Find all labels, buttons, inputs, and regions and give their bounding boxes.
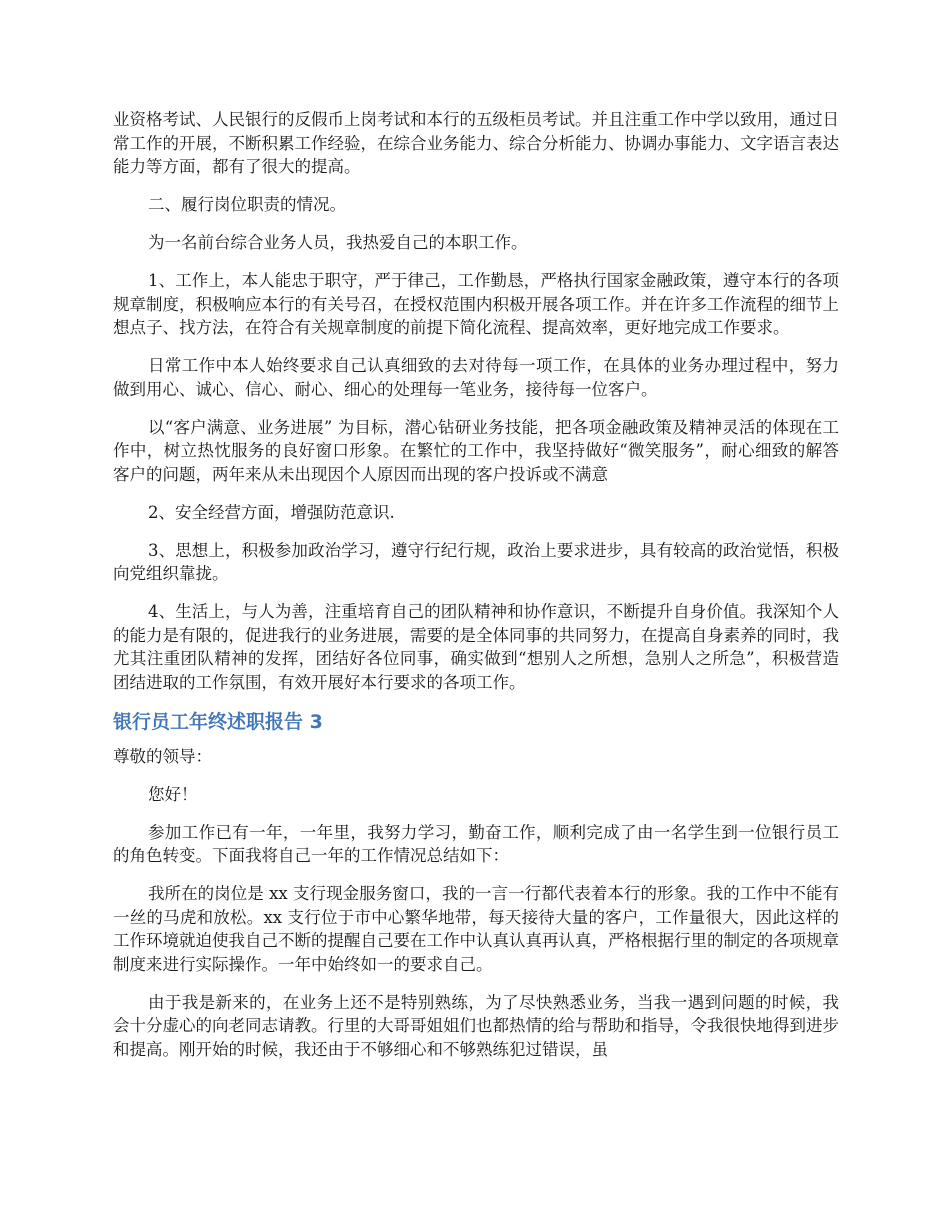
paragraph-ideology-item-3: 3、思想上，积极参加政治学习，遵守行纪行规，政治上要求进步，具有较高的政治觉悟，积极向党组织靠拢。 xyxy=(113,540,839,583)
paragraph-role-intro: 为一名前台综合业务人员，我热爱自己的本职工作。 xyxy=(148,233,528,252)
salutation: 尊敬的领导： xyxy=(113,746,212,766)
section-heading-duties: 二、履行岗位职责的情况。 xyxy=(148,195,346,214)
report-heading: 银行员工年终述职报告 3 xyxy=(113,710,323,733)
paragraph-work-item-1: 1、工作上，本人能忠于职守，严于律己，工作勤恳，严格执行国家金融政策，遵守本行的各项规章制度，积极响应本行的有关号召，在授权范围内积极开展各项工作。并在许多工作流程的细节上想点子、找方法，在符合有关规章制度的前提下简化流程、提高效率，更好地完成工作要求。 xyxy=(113,271,839,337)
paragraph-safety-item-2: 2、安全经营方面，增强防范意识. xyxy=(148,502,395,522)
paragraph-customer-satisfaction: 以“客户满意、业务进展” 为目标，潜心钻研业务技能，把各项金融政策及精神灵活的体现在工作中，树立热忱服务的良好窗口形象。在繁忙的工作中，我坚持做好“微笑服务”，耐心细致的解答客户的问题，两年来从未出现因个人原因而出现的客户投诉或不满意 xyxy=(113,417,839,484)
paragraph-one-year-intro: 参加工作已有一年，一年里，我努力学习，勤奋工作，顺利完成了由一名学生到一位银行员工的角色转变。下面我将自己一年的工作情况总结如下： xyxy=(113,822,839,865)
paragraph-cash-window: 我所在的岗位是 xx 支行现金服务窗口，我的一言一行都代表着本行的形象。我的工作中不能有一丝的马虎和放松。xx 支行位于市中心繁华地带，每天接待大量的客户，工作量很大，因此这样的工作环境就迫使我自己不断的提醒自己要在工作中认真认真再认真，严格根据行里的制定的各项规章制度来进行实际操作。一年中始终如一的要求自己。 xyxy=(113,884,839,974)
paragraph-exam-qualifications: 业资格考试、人民银行的反假币上岗考试和本行的五级柜员考试。并且注重工作中学以致用，通过日常工作的开展，不断积累工作经验，在综合业务能力、综合分析能力、协调办事能力、文字语言表达能力等方面，都有了很大的提高。 xyxy=(113,110,839,176)
document-page xyxy=(113,108,839,1076)
greeting: 您好！ xyxy=(148,784,198,804)
paragraph-life-item-4: 4、生活上，与人为善，注重培育自己的团队精神和协作意识，不断提升自身价值。我深知个人的能力是有限的，促进我行的业务进展，需要的是全体同事的共同努力，在提高自身素养的同时，我尤其注重团队精神的发挥，团结好各位同事，确实做到“想别人之所想，急别人之所急”，积极营造团结进取的工作氛围，有效开展好本行要求的各项工作。 xyxy=(113,602,839,692)
paragraph-daily-work: 日常工作中本人始终要求自己认真细致的去对待每一项工作，在具体的业务办理过程中，努力做到用心、诚心、信心、耐心、细心的处理每一笔业务，接待每一位客户。 xyxy=(113,356,839,399)
paragraph-learning: 由于我是新来的，在业务上还不是特别熟练，为了尽快熟悉业务，当我一遇到问题的时候，我会十分虚心的向老同志请教。行里的大哥哥姐姐们也都热情的给与帮助和指导，令我很快地得到进步和提高。刚开始的时候，我还由于不够细心和不够熟练犯过错误，虽 xyxy=(113,992,839,1059)
